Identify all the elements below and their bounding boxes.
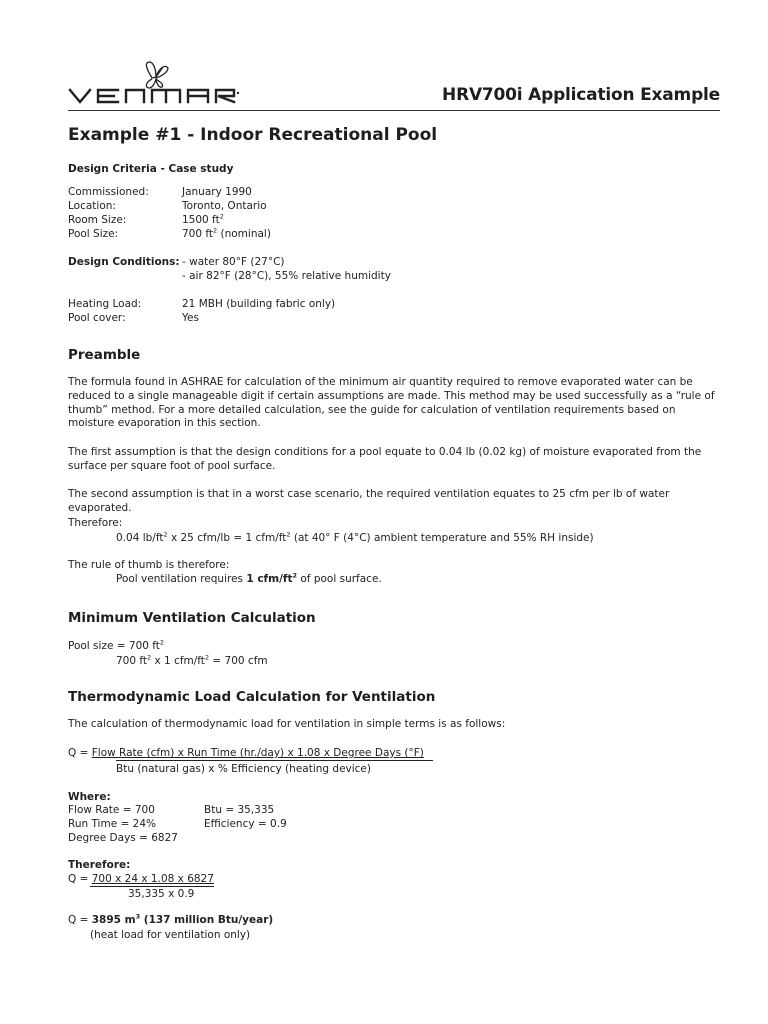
example-heading: Example #1 - Indoor Recreational Pool <box>68 125 438 145</box>
header-divider <box>68 110 720 111</box>
rule-statement: Pool ventilation requires 1 cfm/$ft^2$ of pool surface. <box>116 571 382 585</box>
calc-denominator: 35,335 x 0.9 <box>128 888 195 900</box>
where-variable: Flow Rate = 700 <box>68 804 155 816</box>
result-line: Q = 3895 $m^3$ (137 million Btu/year) <box>68 912 274 926</box>
where-variable: Degree Days = 6827 <box>68 832 178 844</box>
preamble-paragraph: The formula found in ASHRAE for calculation of the minimum air quantity required to remove evaporated water can be reduced to a single manageable digit if certain assumptions are made. This method may be used successfully as a “rule of thumb” method. For a more detailed calculation, see the guide for calculation of ventilation requirements based on moisture evaporation in this section. <box>68 376 715 430</box>
where-variable: Btu = 35,335 <box>204 804 275 816</box>
criteria-value: Toronto, Ontario <box>182 200 267 212</box>
heating-load-value: 21 MBH (building fabric only) <box>182 298 336 310</box>
q-formula-numerator: Q = Flow Rate (cfm) x Run Time (hr./day) x 1.08 x Degree Days (°F) <box>68 747 424 759</box>
criteria-label: Pool Size: <box>68 228 119 240</box>
design-conditions-label: Design Conditions: <box>68 256 180 268</box>
preamble-paragraph: The second assumption is that in a worst case scenario, the required ventilation equates to 25 cfm per lb of water evaporated. <box>68 488 670 514</box>
rule-intro: The rule of thumb is therefore: <box>68 559 230 571</box>
pool-cover-label: Pool cover: <box>68 312 126 324</box>
therefore-calc-label: Therefore: <box>68 859 131 871</box>
criteria-value-pool-size: 700 $ft^2$ (nominal) <box>182 226 271 240</box>
thermo-heading: Thermodynamic Load Calculation for Ventilation <box>68 689 436 705</box>
preamble-paragraph: The first assumption is that the design conditions for a pool equate to 0.04 lb (0.02 kg) of moisture evaporated from the surface per square foot of pool surface. <box>68 446 702 472</box>
q-formula-denominator: Btu (natural gas) x % Efficiency (heating device) <box>116 763 371 775</box>
butterfly-logo-icon <box>68 60 243 104</box>
preamble-heading: Preamble <box>68 347 141 363</box>
design-condition-water: - water 80°F (27°C) <box>182 256 285 268</box>
criteria-value-room-size: 1500 $ft^2$ <box>182 212 224 226</box>
min-vent-heading: Minimum Ventilation Calculation <box>68 610 316 626</box>
where-label: Where: <box>68 791 111 803</box>
where-variable: Efficiency = 0.9 <box>204 818 287 830</box>
criteria-title: Design Criteria - Case study <box>68 163 234 175</box>
where-variable: Run Time = 24% <box>68 818 156 830</box>
thermo-intro: The calculation of thermodynamic load for ventilation in simple terms is as follows: <box>68 718 506 730</box>
criteria-value: January 1990 <box>182 186 252 198</box>
logo-text <box>68 104 69 105</box>
design-condition-air: - air 82°F (28°C), 55% relative humidity <box>182 270 391 282</box>
venmar-logo <box>68 60 243 104</box>
pool-size-line: Pool size = 700 $ft^2$ <box>68 638 165 652</box>
fraction-bar <box>116 760 433 761</box>
criteria-label: Room Size: <box>68 214 127 226</box>
result-note: (heat load for ventilation only) <box>90 929 251 941</box>
criteria-label: Location: <box>68 200 116 212</box>
min-vent-result: 700 $ft^2$ x 1 cfm/$ft^2 = 700$ cfm <box>116 653 268 667</box>
therefore-label: Therefore: <box>68 517 123 529</box>
heating-load-label: Heating Load: <box>68 298 142 310</box>
pool-cover-value: Yes <box>182 312 199 324</box>
calc-numerator: Q = 700 x 24 x 1.08 x 6827 <box>68 873 214 885</box>
rule-formula: 0.04 $lb/ft^2$ x 25 cfm/lb = 1 cfm/$ft^2$ (at 40° F (4°C) ambient temperature and 55% RH inside) <box>116 530 594 544</box>
criteria-label: Commissioned: <box>68 186 149 198</box>
document-title: HRV700i Application Example <box>442 85 720 105</box>
